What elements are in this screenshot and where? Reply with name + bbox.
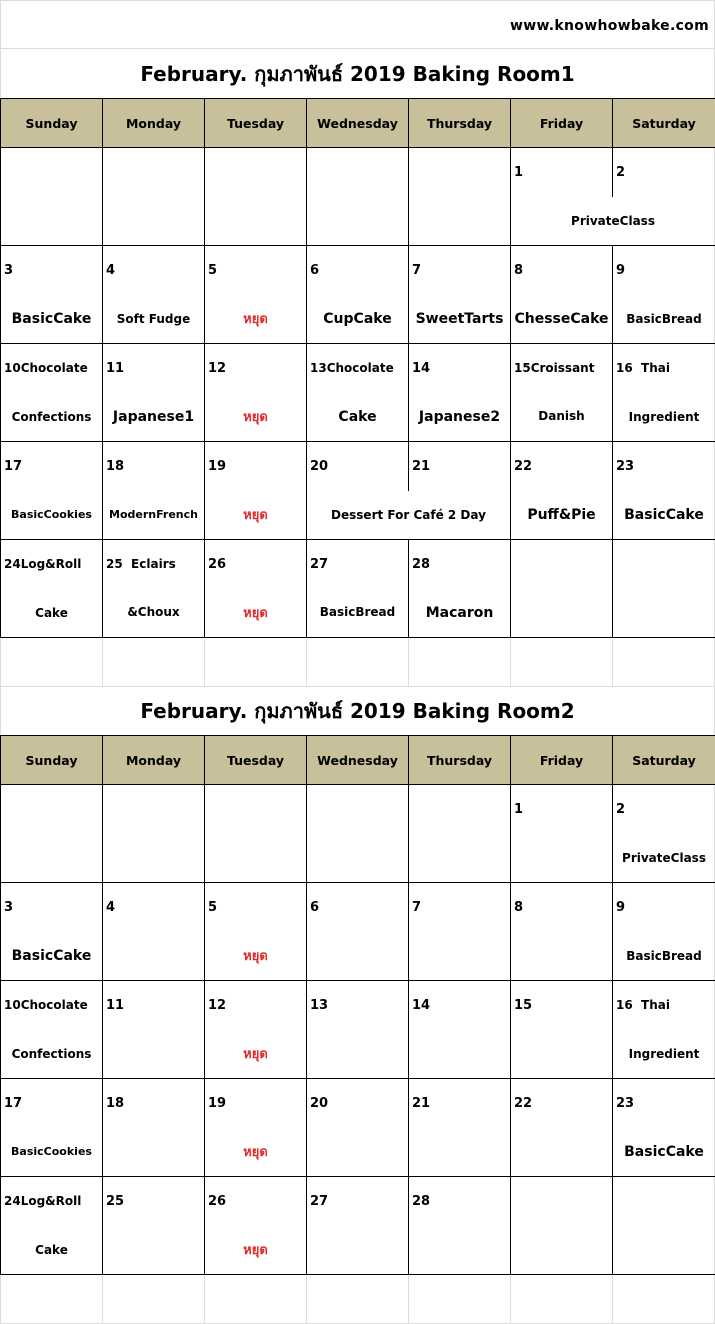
empty-cell: [511, 1128, 613, 1177]
event-row: [1, 1226, 715, 1275]
date-cell: 1: [511, 785, 613, 834]
date-cell: 2: [613, 785, 715, 834]
event-cell: SweetTarts: [409, 295, 511, 344]
event-row: [1, 932, 715, 981]
weekday-sunday: Sunday: [1, 99, 103, 148]
holiday-cell: หยุด: [205, 589, 307, 638]
grid-line: [510, 637, 511, 686]
empty-cell: [511, 932, 613, 981]
empty-cell: [409, 834, 511, 883]
date-cell: 21: [409, 442, 511, 491]
empty-cell: [307, 785, 409, 834]
empty-cell: [613, 540, 715, 589]
empty-cell: [409, 932, 511, 981]
date-cell: 7: [409, 883, 511, 932]
event-cell: PrivateClass: [511, 197, 715, 246]
empty-cell: [103, 932, 205, 981]
weekday-thursday: Thursday: [409, 736, 511, 785]
grid-line: [102, 637, 103, 686]
weekday-thursday: Thursday: [409, 99, 511, 148]
date-cell: 5: [205, 246, 307, 295]
date-cell: 25: [103, 1177, 205, 1226]
weekday-sunday: Sunday: [1, 736, 103, 785]
date-cell: 19: [205, 1079, 307, 1128]
empty-cell: [409, 1226, 511, 1275]
event-cell: BasicBread: [613, 932, 715, 981]
date-cell: 17: [1, 1079, 103, 1128]
date-cell: 10Chocolate: [1, 344, 103, 393]
date-cell: 23: [613, 442, 715, 491]
date-cell: 14: [409, 981, 511, 1030]
grid-line: [612, 1274, 613, 1324]
holiday-cell: หยุด: [205, 1128, 307, 1177]
event-row: [1, 393, 715, 442]
empty-cell: [307, 197, 409, 246]
event-cell: Confections: [1, 1030, 103, 1079]
event-row: [1, 1030, 715, 1079]
grid-line: [306, 637, 307, 686]
grid-line: [204, 637, 205, 686]
date-cell: 19: [205, 442, 307, 491]
date-cell: 20: [307, 1079, 409, 1128]
date-cell: 4: [103, 246, 205, 295]
date-cell: 1: [511, 148, 613, 197]
event-cell: BasicCookies: [1, 491, 103, 540]
event-cell: BasicCake: [1, 295, 103, 344]
weekday-friday: Friday: [511, 736, 613, 785]
week-row: [1, 246, 715, 295]
event-cell: PrivateClass: [613, 834, 715, 883]
date-cell: 13: [307, 981, 409, 1030]
empty-cell: [613, 1226, 715, 1275]
date-cell: 27: [307, 1177, 409, 1226]
empty-cell: [409, 197, 511, 246]
date-cell: 13Chocolate: [307, 344, 409, 393]
empty-cell: [103, 1128, 205, 1177]
weekday-monday: Monday: [103, 99, 205, 148]
empty-cell: [205, 785, 307, 834]
holiday-cell: หยุด: [205, 491, 307, 540]
weekday-saturday: Saturday: [613, 736, 715, 785]
event-cell: Cake: [307, 393, 409, 442]
week-row: [1, 1177, 715, 1226]
week-row: [1, 883, 715, 932]
grid-line: [102, 1274, 103, 1324]
date-cell: 23: [613, 1079, 715, 1128]
holiday-cell: หยุด: [205, 932, 307, 981]
empty-cell: [307, 1226, 409, 1275]
event-cell: BasicCake: [613, 1128, 715, 1177]
date-cell: 5: [205, 883, 307, 932]
week-row: [1, 981, 715, 1030]
date-cell: 26: [205, 1177, 307, 1226]
weekday-wednesday: Wednesday: [307, 99, 409, 148]
event-cell: BasicCookies: [1, 1128, 103, 1177]
grid-line: [408, 637, 409, 686]
event-cell: Soft Fudge: [103, 295, 205, 344]
empty-cell: [409, 1128, 511, 1177]
empty-cell: [205, 148, 307, 197]
empty-cell: [103, 148, 205, 197]
date-cell: 2: [613, 148, 715, 197]
holiday-cell: หยุด: [205, 1030, 307, 1079]
grid-line: [204, 1274, 205, 1324]
room2-calendar: [0, 735, 715, 1275]
event-cell: Ingredient: [613, 393, 715, 442]
date-cell: 3: [1, 883, 103, 932]
week-row: [1, 540, 715, 589]
date-cell: 4: [103, 883, 205, 932]
empty-cell: [307, 834, 409, 883]
event-cell: &Choux: [103, 589, 205, 638]
date-cell: 11: [103, 981, 205, 1030]
event-row: [1, 197, 715, 246]
empty-cell: [409, 785, 511, 834]
empty-cell: [307, 1128, 409, 1177]
event-cell: ChesseCake: [511, 295, 613, 344]
date-cell: 16 Thai: [613, 344, 715, 393]
date-cell: 7: [409, 246, 511, 295]
event-cell: Cake: [1, 1226, 103, 1275]
date-cell: 26: [205, 540, 307, 589]
date-cell: 17: [1, 442, 103, 491]
date-cell: 3: [1, 246, 103, 295]
grid-line: [0, 48, 715, 49]
event-row: [1, 834, 715, 883]
empty-cell: [409, 1030, 511, 1079]
event-cell: Dessert For Café 2 Day: [307, 491, 511, 540]
room2-title: February. กุมภาพันธ์ 2019 Baking Room2: [140, 699, 575, 723]
date-cell: 21: [409, 1079, 511, 1128]
grid-line: [0, 0, 715, 1]
empty-cell: [1, 834, 103, 883]
empty-cell: [103, 197, 205, 246]
date-cell: 25 Eclairs: [103, 540, 205, 589]
weekday-tuesday: Tuesday: [205, 99, 307, 148]
week-row: [1, 344, 715, 393]
date-cell: 20: [307, 442, 409, 491]
week-row: [1, 148, 715, 197]
empty-cell: [103, 834, 205, 883]
event-row: [1, 491, 715, 540]
empty-cell: [511, 1030, 613, 1079]
date-cell: 28: [409, 540, 511, 589]
date-cell: 18: [103, 442, 205, 491]
date-cell: 11: [103, 344, 205, 393]
holiday-cell: หยุด: [205, 393, 307, 442]
date-cell: 16 Thai: [613, 981, 715, 1030]
date-cell: 22: [511, 442, 613, 491]
event-cell: Puff&Pie: [511, 491, 613, 540]
date-cell: 12: [205, 344, 307, 393]
empty-cell: [103, 1030, 205, 1079]
grid-line: [612, 637, 613, 686]
grid-line: [510, 1274, 511, 1324]
grid-line: [306, 1274, 307, 1324]
grid-line: [0, 686, 715, 687]
event-row: [1, 1128, 715, 1177]
date-cell: 15Croissant: [511, 344, 613, 393]
weekday-tuesday: Tuesday: [205, 736, 307, 785]
event-cell: Danish: [511, 393, 613, 442]
empty-cell: [511, 540, 613, 589]
week-row: [1, 785, 715, 834]
empty-cell: [307, 932, 409, 981]
weekday-monday: Monday: [103, 736, 205, 785]
date-cell: 6: [307, 246, 409, 295]
empty-cell: [613, 1177, 715, 1226]
empty-cell: [1, 148, 103, 197]
date-cell: 27: [307, 540, 409, 589]
date-cell: 8: [511, 246, 613, 295]
grid-line: [408, 1274, 409, 1324]
weekday-saturday: Saturday: [613, 99, 715, 148]
event-row: [1, 589, 715, 638]
event-cell: Macaron: [409, 589, 511, 638]
empty-cell: [103, 1226, 205, 1275]
event-cell: BasicBread: [613, 295, 715, 344]
event-row: [1, 295, 715, 344]
date-cell: 9: [613, 246, 715, 295]
date-cell: 24Log&Roll: [1, 1177, 103, 1226]
event-cell: CupCake: [307, 295, 409, 344]
event-cell: Confections: [1, 393, 103, 442]
holiday-cell: หยุด: [205, 295, 307, 344]
weekday-friday: Friday: [511, 99, 613, 148]
empty-cell: [205, 834, 307, 883]
empty-cell: [1, 785, 103, 834]
weekday-header-row: [1, 736, 715, 785]
date-cell: 15: [511, 981, 613, 1030]
date-cell: 9: [613, 883, 715, 932]
week-row: [1, 442, 715, 491]
event-cell: Japanese1: [103, 393, 205, 442]
event-cell: Japanese2: [409, 393, 511, 442]
empty-cell: [511, 1226, 613, 1275]
room1-title: February. กุมภาพันธ์ 2019 Baking Room1: [140, 62, 575, 86]
date-cell: 28: [409, 1177, 511, 1226]
date-cell: 22: [511, 1079, 613, 1128]
weekday-wednesday: Wednesday: [307, 736, 409, 785]
date-cell: 10Chocolate: [1, 981, 103, 1030]
event-cell: BasicCake: [1, 932, 103, 981]
empty-cell: [205, 197, 307, 246]
date-cell: 14: [409, 344, 511, 393]
empty-cell: [511, 834, 613, 883]
empty-cell: [613, 589, 715, 638]
event-cell: BasicCake: [613, 491, 715, 540]
empty-cell: [1, 197, 103, 246]
event-cell: BasicBread: [307, 589, 409, 638]
event-cell: ModernFrench: [103, 491, 205, 540]
empty-cell: [511, 589, 613, 638]
week-row: [1, 1079, 715, 1128]
event-cell: Ingredient: [613, 1030, 715, 1079]
weekday-header-row: [1, 99, 715, 148]
date-cell: 24Log&Roll: [1, 540, 103, 589]
room1-calendar: [0, 98, 715, 638]
date-cell: 6: [307, 883, 409, 932]
empty-cell: [511, 1177, 613, 1226]
empty-cell: [409, 148, 511, 197]
date-cell: 12: [205, 981, 307, 1030]
website-label: www.knowhowbake.com: [510, 18, 709, 34]
holiday-cell: หยุด: [205, 1226, 307, 1275]
date-cell: 18: [103, 1079, 205, 1128]
empty-cell: [307, 148, 409, 197]
event-cell: Cake: [1, 589, 103, 638]
empty-cell: [103, 785, 205, 834]
empty-cell: [307, 1030, 409, 1079]
date-cell: 8: [511, 883, 613, 932]
